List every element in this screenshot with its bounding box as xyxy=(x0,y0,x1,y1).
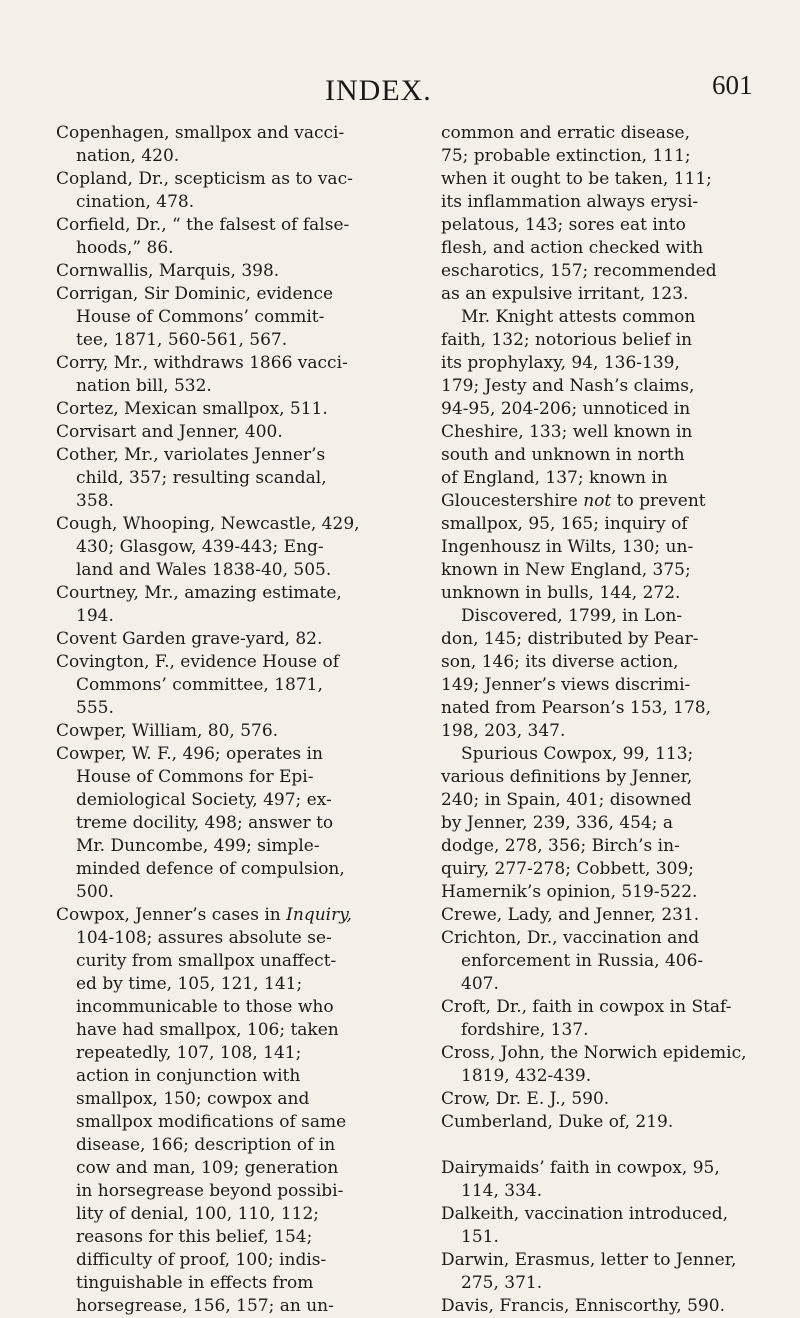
index-line: Darwin, Erasmus, letter to Jenner, xyxy=(441,1250,737,1270)
index-entry xyxy=(441,1157,766,1203)
index-line: ed by time, 105, 121, 141; xyxy=(76,974,303,994)
index-line: 114, 334. xyxy=(461,1181,543,1201)
right-column xyxy=(441,122,766,1318)
index-entry xyxy=(56,651,426,720)
index-line: treme docility, 498; answer to xyxy=(76,813,334,833)
index-line: 194. xyxy=(76,606,114,626)
index-line: Commons’ committee, 1871, xyxy=(76,675,323,695)
index-line: disease, 166; description of in xyxy=(76,1135,336,1155)
index-line: nation bill, 532. xyxy=(76,376,212,396)
index-line: in horsegrease beyond possibi- xyxy=(76,1181,344,1201)
index-line: 94-95, 204-206; unnoticed in xyxy=(441,399,691,419)
index-line: repeatedly, 107, 108, 141; xyxy=(76,1043,302,1063)
index-line: House of Commons’ commit- xyxy=(76,307,325,327)
index-entry xyxy=(56,444,426,513)
index-line: Spurious Cowpox, 99, 113; xyxy=(461,744,694,764)
index-line: Crichton, Dr., vaccination and xyxy=(441,928,700,948)
index-line: of England, 137; known in xyxy=(441,468,668,488)
index-line: lity of denial, 100, 110, 112; xyxy=(76,1204,320,1224)
index-line: fordshire, 137. xyxy=(461,1020,589,1040)
index-line xyxy=(441,490,766,513)
index-line: smallpox modifications of same xyxy=(76,1112,347,1132)
index-line: 240; in Spain, 401; disowned xyxy=(441,790,692,810)
index-line: Cother, Mr., variolates Jenner’s xyxy=(56,445,326,465)
index-line: Crow, Dr. E. J., 590. xyxy=(441,1089,610,1109)
index-entry xyxy=(56,352,426,398)
index-line: incommunicable to those who xyxy=(76,997,334,1017)
index-line: difficulty of proof, 100; indis- xyxy=(76,1250,327,1270)
index-line: Courtney, Mr., amazing estimate, xyxy=(56,583,342,603)
index-line: don, 145; distributed by Pear- xyxy=(441,629,699,649)
index-entry xyxy=(56,582,426,628)
index-line: unknown in bulls, 144, 272. xyxy=(441,583,681,603)
index-line: smallpox, 95, 165; inquiry of xyxy=(441,514,688,534)
index-line: Cross, John, the Norwich epidemic, xyxy=(441,1043,747,1063)
index-line: Covent Garden grave-yard, 82. xyxy=(56,629,323,649)
index-line: land and Wales 1838-40, 505. xyxy=(76,560,332,580)
index-line: have had smallpox, 106; taken xyxy=(76,1020,339,1040)
index-line: Copenhagen, smallpox and vacci- xyxy=(56,123,345,143)
index-line: nation, 420. xyxy=(76,146,180,166)
index-entry xyxy=(441,1249,766,1295)
index-entry xyxy=(56,214,426,260)
index-entry xyxy=(56,513,426,582)
index-line: escharotics, 157; recommended xyxy=(441,261,717,281)
index-line: south and unknown in north xyxy=(441,445,685,465)
index-line: demiological Society, 497; ex- xyxy=(76,790,332,810)
page-header xyxy=(0,70,800,110)
index-entry xyxy=(441,1203,766,1249)
index-entry xyxy=(441,1295,766,1318)
index-line: action in conjunction with xyxy=(76,1066,301,1086)
index-line: its prophylaxy, 94, 136-139, xyxy=(441,353,680,373)
index-line: 275, 371. xyxy=(461,1273,543,1293)
index-entry xyxy=(56,283,426,352)
index-line: 104-108; assures absolute se- xyxy=(76,928,332,948)
index-line: enforcement in Russia, 406- xyxy=(461,951,704,971)
index-entry xyxy=(56,720,426,743)
index-line: 151. xyxy=(461,1227,499,1247)
index-line: quiry, 277-278; Cobbett, 309; xyxy=(441,859,695,879)
index-line: known in New England, 375; xyxy=(441,560,691,580)
page-number: 601 xyxy=(712,70,753,100)
index-line: 358. xyxy=(76,491,114,511)
index-entry xyxy=(441,996,766,1042)
index-line: cination, 478. xyxy=(76,192,195,212)
page-title: INDEX. xyxy=(325,74,432,107)
index-line: 407. xyxy=(461,974,499,994)
index-entry xyxy=(56,398,426,421)
index-line: Corfield, Dr., “ the falsest of false- xyxy=(56,215,350,235)
index-line: as an expulsive irritant, 123. xyxy=(441,284,689,304)
index-line: tinguishable in effects from xyxy=(76,1273,314,1293)
index-line: Crewe, Lady, and Jenner, 231. xyxy=(441,905,700,925)
index-line: when it ought to be taken, 111; xyxy=(441,169,712,189)
index-line: cow and man, 109; generation xyxy=(76,1158,339,1178)
index-line: Davis, Francis, Enniscorthy, 590. xyxy=(441,1296,725,1316)
index-line: Cowper, William, 80, 576. xyxy=(56,721,279,741)
index-line: tee, 1871, 560-561, 567. xyxy=(76,330,288,350)
index-line: curity from smallpox unaffect- xyxy=(76,951,337,971)
index-entry xyxy=(56,628,426,651)
index-line: 198, 203, 347. xyxy=(441,721,566,741)
index-line: Cumberland, Duke of, 219. xyxy=(441,1112,674,1132)
index-line: Copland, Dr., scepticism as to vac- xyxy=(56,169,353,189)
index-line: Corrigan, Sir Dominic, evidence xyxy=(56,284,334,304)
index-line: son, 146; its diverse action, xyxy=(441,652,679,672)
index-line: Discovered, 1799, in Lon- xyxy=(461,606,683,626)
index-entry xyxy=(56,421,426,444)
index-entry xyxy=(56,122,426,168)
index-line: Cornwallis, Marquis, 398. xyxy=(56,261,280,281)
left-column xyxy=(56,122,426,1318)
index-line: 149; Jenner’s views discrimi- xyxy=(441,675,691,695)
index-text: Cowpox, Jenner’s cases in xyxy=(56,905,287,925)
index-line: hoods,” 86. xyxy=(76,238,174,258)
index-line: flesh, and action checked with xyxy=(441,238,704,258)
index-line: child, 357; resulting scandal, xyxy=(76,468,327,488)
italic-term: not xyxy=(583,491,612,511)
index-entry xyxy=(441,1088,766,1111)
index-line xyxy=(56,904,426,927)
index-line: House of Commons for Epi- xyxy=(76,767,314,787)
index-entry xyxy=(56,743,426,904)
index-line: reasons for this belief, 154; xyxy=(76,1227,313,1247)
index-line: various definitions by Jenner, xyxy=(441,767,693,787)
index-line: Croft, Dr., faith in cowpox in Staf- xyxy=(441,997,732,1017)
index-line: dodge, 278, 356; Birch’s in- xyxy=(441,836,680,856)
index-line: Mr. Knight attests common xyxy=(461,307,696,327)
index-text: to prevent xyxy=(611,491,706,511)
index-line: Ingenhousz in Wilts, 130; un- xyxy=(441,537,694,557)
index-line: Covington, F., evidence House of xyxy=(56,652,339,672)
index-entry xyxy=(441,927,766,996)
index-line: Corry, Mr., withdraws 1866 vacci- xyxy=(56,353,348,373)
index-line: Cough, Whooping, Newcastle, 429, xyxy=(56,514,360,534)
index-entry xyxy=(56,904,426,1318)
index-text: Gloucestershire xyxy=(441,491,584,511)
index-line: smallpox, 150; cowpox and xyxy=(76,1089,310,1109)
index-line: Cowper, W. F., 496; operates in xyxy=(56,744,323,764)
index-line: 179; Jesty and Nash’s claims, xyxy=(441,376,695,396)
index-line: pelatous, 143; sores eat into xyxy=(441,215,686,235)
italic-term: Inquiry, xyxy=(286,905,352,925)
index-line: common and erratic disease, xyxy=(441,123,691,143)
index-line: its inflammation always erysi- xyxy=(441,192,699,212)
index-line: Dairymaids’ faith in cowpox, 95, xyxy=(441,1158,720,1178)
index-entry xyxy=(441,904,766,927)
index-line: by Jenner, 239, 336, 454; a xyxy=(441,813,674,833)
index-entry xyxy=(56,168,426,214)
continued-entry xyxy=(441,122,766,904)
index-line: Mr. Duncombe, 499; simple- xyxy=(76,836,320,856)
index-entry xyxy=(441,1111,766,1134)
index-line: 555. xyxy=(76,698,114,718)
index-entry xyxy=(56,260,426,283)
index-line: nated from Pearson’s 153, 178, xyxy=(441,698,711,718)
index-line: 1819, 432-439. xyxy=(461,1066,592,1086)
index-line: Cheshire, 133; well known in xyxy=(441,422,693,442)
index-line: 500. xyxy=(76,882,114,902)
index-line: minded defence of compulsion, xyxy=(76,859,345,879)
index-line: Corvisart and Jenner, 400. xyxy=(56,422,283,442)
index-entry xyxy=(441,1042,766,1088)
index-line: faith, 132; notorious belief in xyxy=(441,330,693,350)
index-line: horsegrease, 156, 157; an un- xyxy=(76,1296,334,1316)
index-line: Hamernik’s opinion, 519-522. xyxy=(441,882,698,902)
index-line: 75; probable extinction, 111; xyxy=(441,146,691,166)
index-line: 430; Glasgow, 439-443; Eng- xyxy=(76,537,324,557)
index-line: Dalkeith, vaccination introduced, xyxy=(441,1204,729,1224)
index-line: Cortez, Mexican smallpox, 511. xyxy=(56,399,328,419)
